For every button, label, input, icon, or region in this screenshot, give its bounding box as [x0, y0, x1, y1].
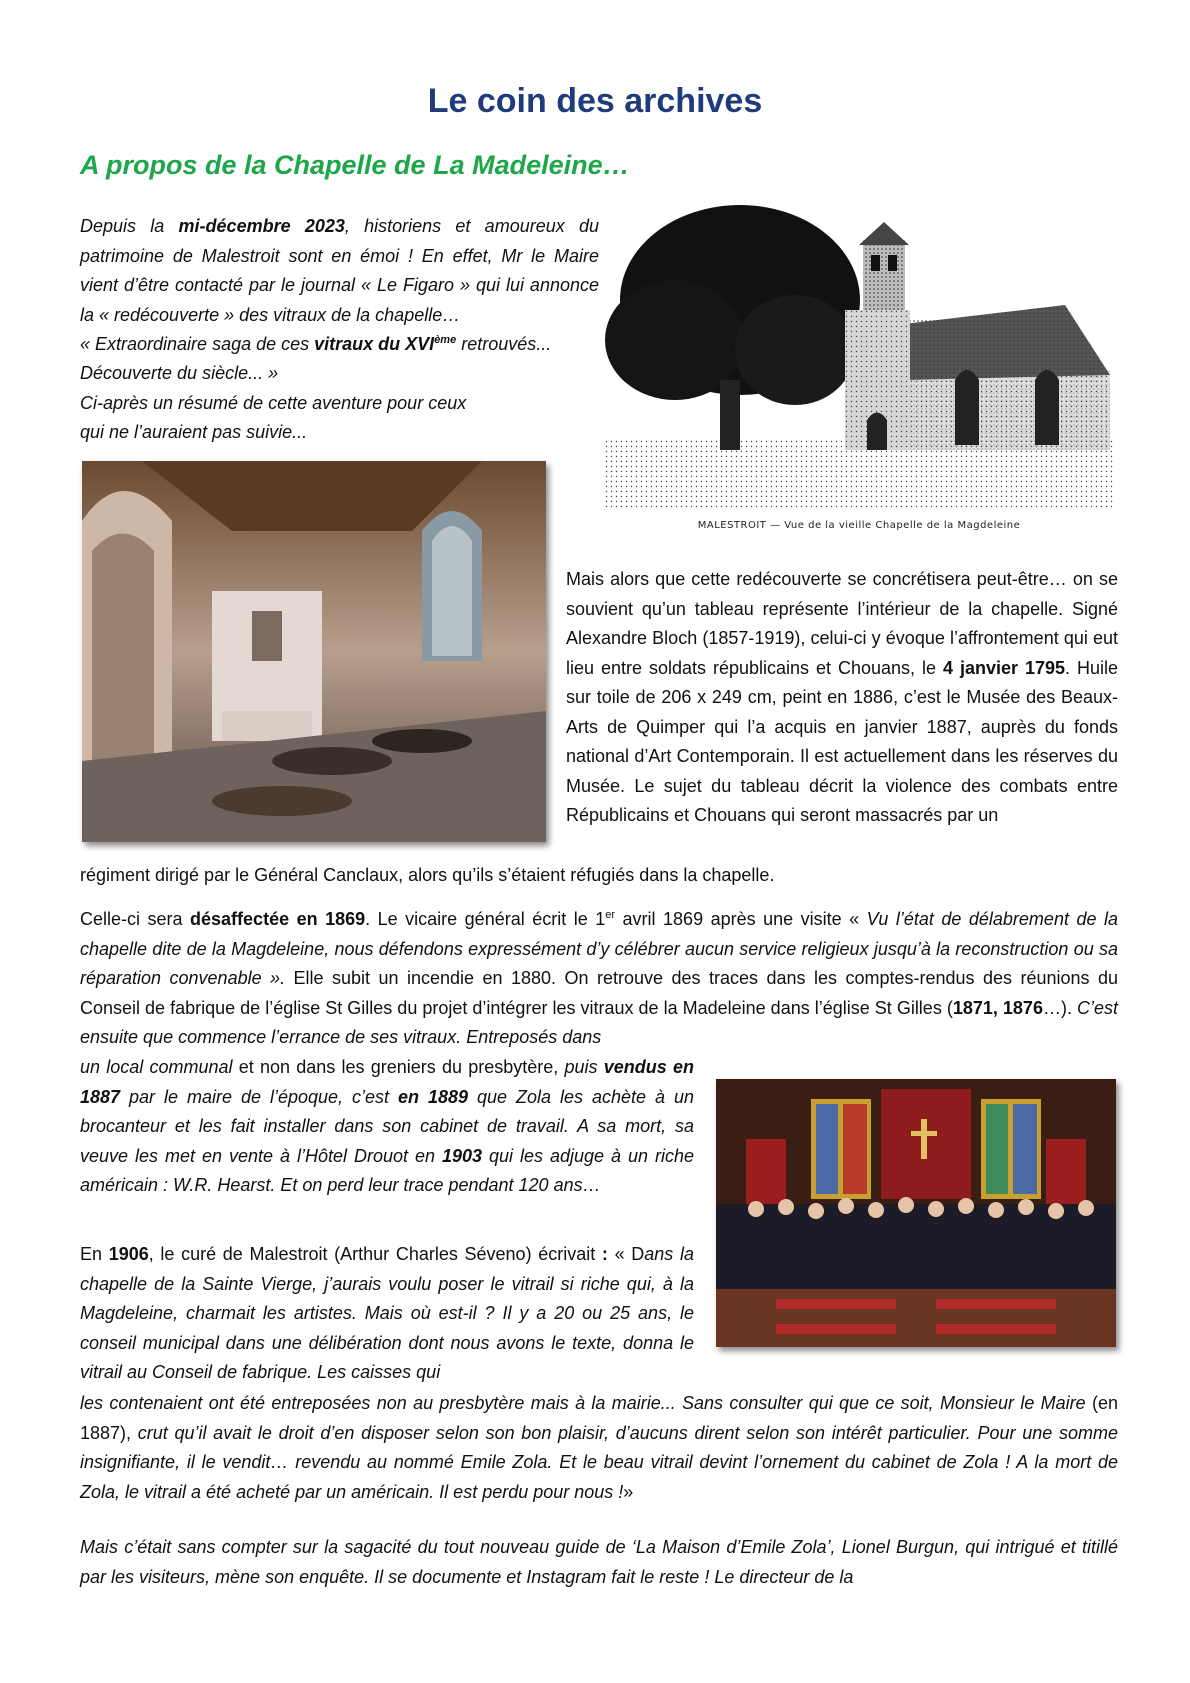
- chapel-engraving-caption: MALESTROIT — Vue de la vieille Chapelle de la Magdeleine: [697, 520, 1021, 531]
- chapel-engraving-image: [605, 200, 1113, 508]
- cure-paragraph-continued: les contenaient ont été entreposées non au presbytère mais à la mairie... Sans consulter qui que ce soit, Monsieur le Maire (en 1887), crut qu’il avait le droit d’en disposer selon son bon plaisir, d’aucuns dirent selon son intérêt particulier. Pour une somme insignifiante, il le vendit… revendu au nommé Emile Zola. Et le beau vitrail devint l’ornement du cabinet de Zola ! A la mort de Zola, le vitrail a été acheté par un américain. Il est perdu pour nous !»: [80, 1393, 1118, 1502]
- page-title: Le coin des archives: [427, 82, 763, 120]
- painting-paragraph: Mais alors que cette redécouverte se concrétisera peut-être… on se souvient qu’un tableau représente l’intérieur de la chapelle. Signé Alexandre Bloch (1857-1919), celui-ci y évoque l’affrontement qui eut lieu entre soldats républicains et Chouans, le 4 janvier 1795. Huile sur toile de 206 x 249 cm, peint en 1886, c’est le Musée des Beaux-Arts de Quimper qui l’a acquis en janvier 1887, auprès du fonds national d’Art Contemporain. Il est actuellement dans les réserves du Musée. Le sujet du tableau décrit la violence des combats entre Républicains et Chouans qui seront massacrés par un: [566, 569, 1119, 825]
- students-chapel-photo: [716, 1079, 1116, 1347]
- intro-paragraph: Depuis la mi-décembre 2023, historiens et amoureux du patrimoine de Malestroit sont en émoi ! En effet, Mr le Maire vient d’être contacté par le journal « Le Figaro » qui lui annonce la « redécouverte » des vitraux de la chapelle…: [80, 216, 599, 325]
- final-paragraph: Mais c’était sans compter sur la sagacité du tout nouveau guide de ‘La Maison d’Emile Zola’, Lionel Burgun, qui intrigué et titillé par les visiteurs, mène son enquête. Il se documente et Instagram fait le reste ! Le directeur de la: [80, 1537, 1118, 1587]
- desaffectee-paragraph: Celle-ci sera désaffectée en 1869. Le vicaire général écrit le 1er avril 1869 après une visite « Vu l’état de délabrement de la chapelle dite de la Magdeleine, nous défendons expressément d’y célébrer aucun service religieux jusqu’à la reconstruction ou sa réparation convenable ». Elle subit un incendie en 1880. On retrouve des traces dans les comptes-rendus des réunions du Conseil de fabrique de l’église St Gilles du projet d’intégrer les vitraux de la Madeleine dans l’église St Gilles (1871, 1876…). C’est ensuite que commence l’errance de ses vitraux. Entreposés dans: [80, 909, 1118, 1047]
- painting-paragraph-end: régiment dirigé par le Général Canclaux, alors qu’ils s’étaient réfugiés dans la chapelle.: [80, 865, 775, 885]
- intro-quote-end: Découverte du siècle... »: [80, 363, 279, 383]
- cure-paragraph: En 1906, le curé de Malestroit (Arthur Charles Séveno) écrivait : « Dans la chapelle de la Sainte Vierge, j’aurais voulu poser le vitrail si riche qui, à la Magdeleine, charmait les artistes. Mais où est-il ? Il y a 20 ou 25 ans, le conseil municipal dans une délibération dont nous avons le texte, donna le vitrail au Conseil de fabrique. Les caisses qui: [80, 1244, 694, 1382]
- errance-paragraph: un local communal et non dans les greniers du presbytère, puis vendus en 1887 par le maire de l’époque, c’est en 1889 que Zola les achète à un brocanteur et les fait installer dans son cabinet de travail. A sa mort, sa veuve les met en vente à l’Hôtel Drouot en 1903 qui les adjuge à un riche américain : W.R. Hearst. Et on perd leur trace pendant 120 ans…: [80, 1057, 695, 1195]
- intro-quote: « Extraordinaire saga de ces vitraux du XVIème retrouvés...: [80, 334, 552, 354]
- intro-summary-line1: Ci-après un résumé de cette aventure pour ceux: [80, 393, 467, 413]
- article-subtitle: A propos de la Chapelle de La Madeleine…: [80, 150, 630, 180]
- chapel-interior-painting-image: [82, 461, 546, 842]
- intro-summary-line2: qui ne l’auraient pas suivie...: [80, 422, 308, 442]
